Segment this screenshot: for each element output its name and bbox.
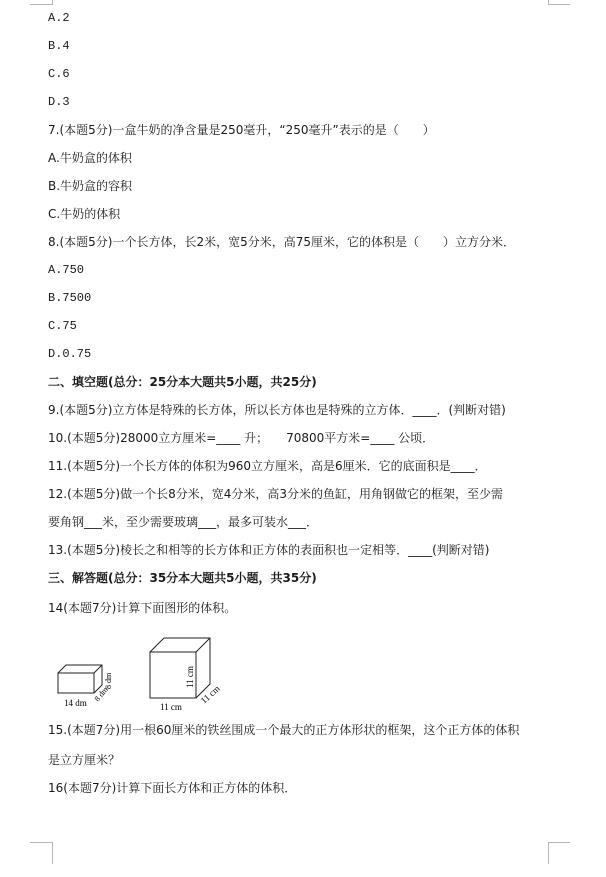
q14-text: 14(本题7分)计算下面图形的体积。 [48, 601, 237, 615]
section-2-heading: 二、填空题(总分：25分本大题共5小题，共25分) [48, 375, 317, 389]
q8-option-c: C.75 [48, 319, 77, 333]
q7-option-a: A.牛奶盒的体积 [48, 151, 132, 165]
crop-mark-bottom-right-v [548, 842, 549, 864]
q6-option-b: B.4 [48, 39, 70, 53]
q6-option-a: A.2 [48, 11, 70, 25]
q15-text-line1: 15.(本题7分)用一根60厘米的铁丝围成一个最大的正方体形状的框架，这个正方体的体积 [48, 723, 520, 737]
crop-mark-top-left-h [30, 4, 52, 5]
cube-drawing [150, 638, 210, 698]
q6-option-c: C.6 [48, 67, 70, 81]
q12-text-line2: 要角钢___米，至少需要玻璃___，最多可装水___． [48, 515, 319, 529]
q11-text: 11.(本题5分)一个长方体的体积为960立方厘米，高是6厘米．它的底面积是____． [48, 459, 487, 473]
q8-option-b: B.7500 [48, 291, 92, 305]
q10-text: 10.(本题5分)28000立方厘米=____ 升； 70800平方米=____ 公顷． [48, 431, 435, 445]
cube-width-label: 11 cm [160, 702, 182, 712]
q8-stem: 8.(本题5分)一个长方体，长2米，宽5分米，高75厘米，它的体积是（ ）立方分米． [48, 235, 515, 249]
cuboid-length-label: 14 dm [64, 698, 87, 708]
q14-figure [48, 632, 238, 712]
q16-text: 16(本题7分)计算下面长方体和正方体的体积． [48, 781, 297, 795]
q8-option-d: D.0.75 [48, 347, 92, 361]
q7-option-c: C.牛奶的体积 [48, 207, 121, 221]
cuboid-drawing [58, 665, 102, 693]
q15-text-line2: 是立方厘米？ [48, 753, 121, 767]
q7-option-b: B.牛奶盒的容积 [48, 179, 133, 193]
q12-text-line1: 12.(本题5分)做一个长8分米，宽4分米，高3分米的鱼缸，用角钢做它的框架，至少需 [48, 487, 503, 501]
crop-mark-bottom-left-h [30, 842, 52, 843]
q7-stem: 7.(本题5分)一盒牛奶的净含量是250毫升，“250毫升”表示的是（ ） [48, 123, 435, 137]
cuboid-width-label: 8 dm [92, 685, 110, 704]
q13-text: 13.(本题5分)棱长之和相等的长方体和正方体的表面积也一定相等．____(判断对错) [48, 543, 490, 557]
cube-depth-label: 11 cm [198, 683, 222, 706]
q9-text: 9.(本题5分)立方体是特殊的长方体，所以长方体也是特殊的立方体．____．(判断对错) [48, 403, 506, 417]
crop-mark-bottom-left-v [52, 842, 53, 864]
cuboid-height-label: 8 dm [104, 672, 113, 689]
crop-mark-top-left-v [52, 0, 53, 5]
q6-option-d: D.3 [48, 95, 70, 109]
crop-mark-top-right-v [548, 0, 549, 5]
crop-mark-bottom-right-h [548, 842, 570, 843]
cube-height-label: 11 cm [185, 666, 195, 688]
q8-option-a: A.750 [48, 263, 85, 277]
crop-mark-top-right-h [548, 4, 570, 5]
section-3-heading: 三、解答题(总分：35分本大题共5小题，共35分) [48, 571, 317, 585]
